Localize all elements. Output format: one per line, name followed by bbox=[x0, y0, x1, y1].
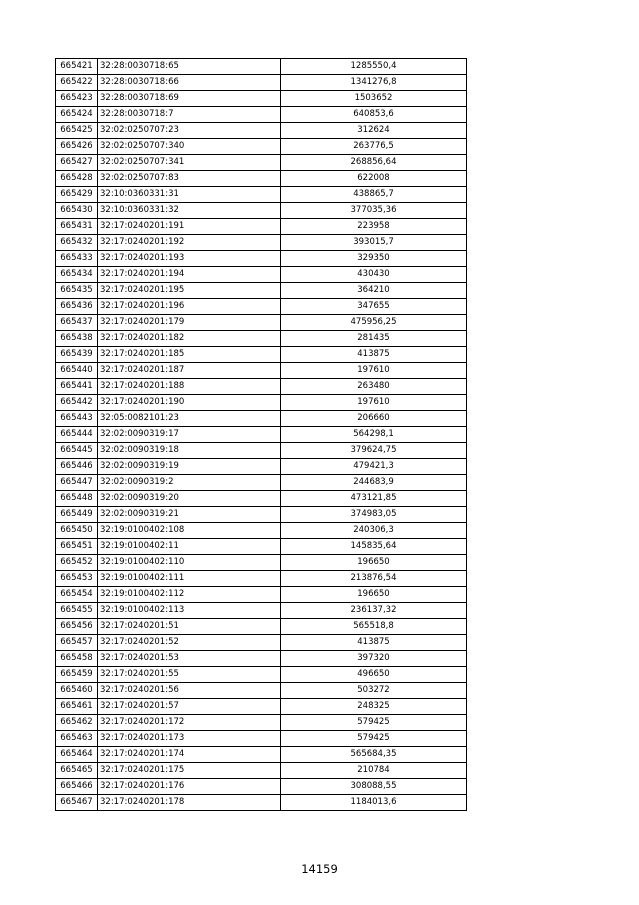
cadastral-value-cell: 479421,3 bbox=[281, 459, 467, 475]
cadastral-value-cell: 1503652 bbox=[281, 91, 467, 107]
table-row bbox=[56, 331, 467, 347]
cadastral-value-cell: 347655 bbox=[281, 299, 467, 315]
cadastral-number-cell: 32:28:0030718:65 bbox=[98, 59, 281, 75]
cadastral-value-cell: 1184013,6 bbox=[281, 795, 467, 811]
row-number-cell: 665451 bbox=[56, 539, 98, 555]
cadastral-value-cell: 640853,6 bbox=[281, 107, 467, 123]
table-row bbox=[56, 603, 467, 619]
table-row bbox=[56, 315, 467, 331]
cadastral-value-table bbox=[55, 58, 467, 811]
table-row bbox=[56, 667, 467, 683]
cadastral-number-cell: 32:02:0090319:18 bbox=[98, 443, 281, 459]
row-number-cell: 665458 bbox=[56, 651, 98, 667]
row-number-cell: 665426 bbox=[56, 139, 98, 155]
cadastral-number-cell: 32:17:0240201:57 bbox=[98, 699, 281, 715]
cadastral-value-cell: 475956,25 bbox=[281, 315, 467, 331]
row-number-cell: 665427 bbox=[56, 155, 98, 171]
cadastral-value-cell: 281435 bbox=[281, 331, 467, 347]
table-row bbox=[56, 299, 467, 315]
row-number-cell: 665455 bbox=[56, 603, 98, 619]
cadastral-number-cell: 32:19:0100402:11 bbox=[98, 539, 281, 555]
row-number-cell: 665424 bbox=[56, 107, 98, 123]
cadastral-number-cell: 32:19:0100402:111 bbox=[98, 571, 281, 587]
cadastral-value-cell: 206660 bbox=[281, 411, 467, 427]
row-number-cell: 665456 bbox=[56, 619, 98, 635]
cadastral-number-cell: 32:17:0240201:182 bbox=[98, 331, 281, 347]
row-number-cell: 665430 bbox=[56, 203, 98, 219]
cadastral-number-cell: 32:17:0240201:173 bbox=[98, 731, 281, 747]
row-number-cell: 665429 bbox=[56, 187, 98, 203]
table-row bbox=[56, 779, 467, 795]
row-number-cell: 665459 bbox=[56, 667, 98, 683]
table-row bbox=[56, 747, 467, 763]
cadastral-number-cell: 32:10:0360331:32 bbox=[98, 203, 281, 219]
table-row bbox=[56, 155, 467, 171]
cadastral-number-cell: 32:17:0240201:175 bbox=[98, 763, 281, 779]
cadastral-value-cell: 473121,85 bbox=[281, 491, 467, 507]
cadastral-number-cell: 32:17:0240201:51 bbox=[98, 619, 281, 635]
row-number-cell: 665434 bbox=[56, 267, 98, 283]
cadastral-number-cell: 32:17:0240201:178 bbox=[98, 795, 281, 811]
row-number-cell: 665447 bbox=[56, 475, 98, 491]
row-number-cell: 665440 bbox=[56, 363, 98, 379]
row-number-cell: 665448 bbox=[56, 491, 98, 507]
cadastral-number-cell: 32:28:0030718:66 bbox=[98, 75, 281, 91]
row-number-cell: 665462 bbox=[56, 715, 98, 731]
row-number-cell: 665446 bbox=[56, 459, 98, 475]
cadastral-value-cell: 1285550,4 bbox=[281, 59, 467, 75]
cadastral-number-cell: 32:17:0240201:52 bbox=[98, 635, 281, 651]
table-row bbox=[56, 475, 467, 491]
table-row bbox=[56, 187, 467, 203]
cadastral-value-cell: 393015,7 bbox=[281, 235, 467, 251]
cadastral-value-cell: 565684,35 bbox=[281, 747, 467, 763]
cadastral-number-cell: 32:17:0240201:185 bbox=[98, 347, 281, 363]
row-number-cell: 665438 bbox=[56, 331, 98, 347]
cadastral-number-cell: 32:19:0100402:110 bbox=[98, 555, 281, 571]
row-number-cell: 665463 bbox=[56, 731, 98, 747]
cadastral-number-cell: 32:17:0240201:193 bbox=[98, 251, 281, 267]
table-row bbox=[56, 75, 467, 91]
row-number-cell: 665421 bbox=[56, 59, 98, 75]
cadastral-number-cell: 32:02:0090319:19 bbox=[98, 459, 281, 475]
table-row bbox=[56, 443, 467, 459]
cadastral-number-cell: 32:19:0100402:113 bbox=[98, 603, 281, 619]
cadastral-number-cell: 32:17:0240201:53 bbox=[98, 651, 281, 667]
table-row bbox=[56, 395, 467, 411]
table-row bbox=[56, 235, 467, 251]
cadastral-value-cell: 196650 bbox=[281, 587, 467, 603]
row-number-cell: 665437 bbox=[56, 315, 98, 331]
cadastral-value-cell: 622008 bbox=[281, 171, 467, 187]
cadastral-value-cell: 197610 bbox=[281, 395, 467, 411]
table-row bbox=[56, 795, 467, 811]
row-number-cell: 665441 bbox=[56, 379, 98, 395]
cadastral-value-cell: 579425 bbox=[281, 715, 467, 731]
table-row bbox=[56, 651, 467, 667]
cadastral-value-cell: 197610 bbox=[281, 363, 467, 379]
cadastral-value-cell: 413875 bbox=[281, 635, 467, 651]
row-number-cell: 665465 bbox=[56, 763, 98, 779]
table-row bbox=[56, 283, 467, 299]
cadastral-number-cell: 32:28:0030718:7 bbox=[98, 107, 281, 123]
cadastral-value-cell: 244683,9 bbox=[281, 475, 467, 491]
cadastral-value-cell: 377035,36 bbox=[281, 203, 467, 219]
table-row bbox=[56, 171, 467, 187]
row-number-cell: 665433 bbox=[56, 251, 98, 267]
row-number-cell: 665460 bbox=[56, 683, 98, 699]
table-row bbox=[56, 731, 467, 747]
table-row bbox=[56, 363, 467, 379]
cadastral-value-cell: 263776,5 bbox=[281, 139, 467, 155]
cadastral-value-cell: 213876,54 bbox=[281, 571, 467, 587]
cadastral-number-cell: 32:02:0090319:17 bbox=[98, 427, 281, 443]
row-number-cell: 665435 bbox=[56, 283, 98, 299]
cadastral-value-cell: 364210 bbox=[281, 283, 467, 299]
table-row bbox=[56, 203, 467, 219]
table-row bbox=[56, 123, 467, 139]
table-row bbox=[56, 571, 467, 587]
table-row bbox=[56, 683, 467, 699]
row-number-cell: 665454 bbox=[56, 587, 98, 603]
table-row bbox=[56, 555, 467, 571]
cadastral-value-cell: 240306,3 bbox=[281, 523, 467, 539]
table-row bbox=[56, 635, 467, 651]
cadastral-number-cell: 32:19:0100402:112 bbox=[98, 587, 281, 603]
cadastral-number-cell: 32:17:0240201:196 bbox=[98, 299, 281, 315]
row-number-cell: 665444 bbox=[56, 427, 98, 443]
cadastral-value-cell: 145835,64 bbox=[281, 539, 467, 555]
cadastral-number-cell: 32:17:0240201:56 bbox=[98, 683, 281, 699]
row-number-cell: 665443 bbox=[56, 411, 98, 427]
table-row bbox=[56, 267, 467, 283]
cadastral-value-cell: 564298,1 bbox=[281, 427, 467, 443]
cadastral-number-cell: 32:17:0240201:188 bbox=[98, 379, 281, 395]
table-row bbox=[56, 347, 467, 363]
cadastral-number-cell: 32:17:0240201:194 bbox=[98, 267, 281, 283]
row-number-cell: 665436 bbox=[56, 299, 98, 315]
row-number-cell: 665423 bbox=[56, 91, 98, 107]
row-number-cell: 665461 bbox=[56, 699, 98, 715]
cadastral-value-cell: 579425 bbox=[281, 731, 467, 747]
table-row bbox=[56, 411, 467, 427]
cadastral-number-cell: 32:02:0250707:23 bbox=[98, 123, 281, 139]
cadastral-number-cell: 32:17:0240201:55 bbox=[98, 667, 281, 683]
cadastral-value-cell: 329350 bbox=[281, 251, 467, 267]
row-number-cell: 665467 bbox=[56, 795, 98, 811]
table-row bbox=[56, 763, 467, 779]
row-number-cell: 665457 bbox=[56, 635, 98, 651]
cadastral-value-cell: 397320 bbox=[281, 651, 467, 667]
cadastral-value-cell: 565518,8 bbox=[281, 619, 467, 635]
cadastral-number-cell: 32:02:0250707:83 bbox=[98, 171, 281, 187]
row-number-cell: 665442 bbox=[56, 395, 98, 411]
row-number-cell: 665439 bbox=[56, 347, 98, 363]
cadastral-number-cell: 32:02:0090319:20 bbox=[98, 491, 281, 507]
cadastral-number-cell: 32:17:0240201:179 bbox=[98, 315, 281, 331]
cadastral-value-cell: 223958 bbox=[281, 219, 467, 235]
cadastral-number-cell: 32:02:0250707:340 bbox=[98, 139, 281, 155]
row-number-cell: 665431 bbox=[56, 219, 98, 235]
row-number-cell: 665449 bbox=[56, 507, 98, 523]
cadastral-number-cell: 32:17:0240201:187 bbox=[98, 363, 281, 379]
cadastral-value-cell: 374983,05 bbox=[281, 507, 467, 523]
cadastral-value-cell: 1341276,8 bbox=[281, 75, 467, 91]
cadastral-value-cell: 210784 bbox=[281, 763, 467, 779]
cadastral-number-cell: 32:17:0240201:191 bbox=[98, 219, 281, 235]
table-row bbox=[56, 523, 467, 539]
cadastral-value-cell: 379624,75 bbox=[281, 443, 467, 459]
row-number-cell: 665464 bbox=[56, 747, 98, 763]
table-row bbox=[56, 699, 467, 715]
row-number-cell: 665428 bbox=[56, 171, 98, 187]
cadastral-value-cell: 496650 bbox=[281, 667, 467, 683]
cadastral-number-cell: 32:17:0240201:192 bbox=[98, 235, 281, 251]
cadastral-value-cell: 236137,32 bbox=[281, 603, 467, 619]
cadastral-number-cell: 32:19:0100402:108 bbox=[98, 523, 281, 539]
cadastral-number-cell: 32:17:0240201:172 bbox=[98, 715, 281, 731]
cadastral-number-cell: 32:02:0090319:21 bbox=[98, 507, 281, 523]
table-row bbox=[56, 59, 467, 75]
row-number-cell: 665425 bbox=[56, 123, 98, 139]
cadastral-value-cell: 430430 bbox=[281, 267, 467, 283]
table-row bbox=[56, 107, 467, 123]
cadastral-number-cell: 32:05:0082101:23 bbox=[98, 411, 281, 427]
cadastral-number-cell: 32:17:0240201:174 bbox=[98, 747, 281, 763]
cadastral-value-cell: 248325 bbox=[281, 699, 467, 715]
table-row bbox=[56, 507, 467, 523]
cadastral-value-cell: 503272 bbox=[281, 683, 467, 699]
cadastral-value-cell: 438865,7 bbox=[281, 187, 467, 203]
table-row bbox=[56, 427, 467, 443]
table-row bbox=[56, 219, 467, 235]
table-row bbox=[56, 587, 467, 603]
table-row bbox=[56, 539, 467, 555]
cadastral-value-cell: 308088,55 bbox=[281, 779, 467, 795]
cadastral-number-cell: 32:10:0360331:31 bbox=[98, 187, 281, 203]
table-row bbox=[56, 459, 467, 475]
cadastral-number-cell: 32:02:0250707:341 bbox=[98, 155, 281, 171]
cadastral-value-cell: 268856,64 bbox=[281, 155, 467, 171]
cadastral-number-cell: 32:17:0240201:190 bbox=[98, 395, 281, 411]
row-number-cell: 665453 bbox=[56, 571, 98, 587]
row-number-cell: 665452 bbox=[56, 555, 98, 571]
cadastral-number-cell: 32:02:0090319:2 bbox=[98, 475, 281, 491]
cadastral-value-cell: 196650 bbox=[281, 555, 467, 571]
table-body bbox=[56, 59, 467, 811]
page-number: 14159 bbox=[301, 862, 338, 876]
cadastral-number-cell: 32:17:0240201:176 bbox=[98, 779, 281, 795]
cadastral-value-cell: 263480 bbox=[281, 379, 467, 395]
row-number-cell: 665466 bbox=[56, 779, 98, 795]
cadastral-value-cell: 312624 bbox=[281, 123, 467, 139]
row-number-cell: 665445 bbox=[56, 443, 98, 459]
cadastral-number-cell: 32:28:0030718:69 bbox=[98, 91, 281, 107]
cadastral-value-cell: 413875 bbox=[281, 347, 467, 363]
table-row bbox=[56, 491, 467, 507]
table-row bbox=[56, 619, 467, 635]
cadastral-number-cell: 32:17:0240201:195 bbox=[98, 283, 281, 299]
table-row bbox=[56, 139, 467, 155]
table-row bbox=[56, 715, 467, 731]
table-row bbox=[56, 251, 467, 267]
table-row bbox=[56, 91, 467, 107]
table-row bbox=[56, 379, 467, 395]
row-number-cell: 665432 bbox=[56, 235, 98, 251]
row-number-cell: 665450 bbox=[56, 523, 98, 539]
row-number-cell: 665422 bbox=[56, 75, 98, 91]
